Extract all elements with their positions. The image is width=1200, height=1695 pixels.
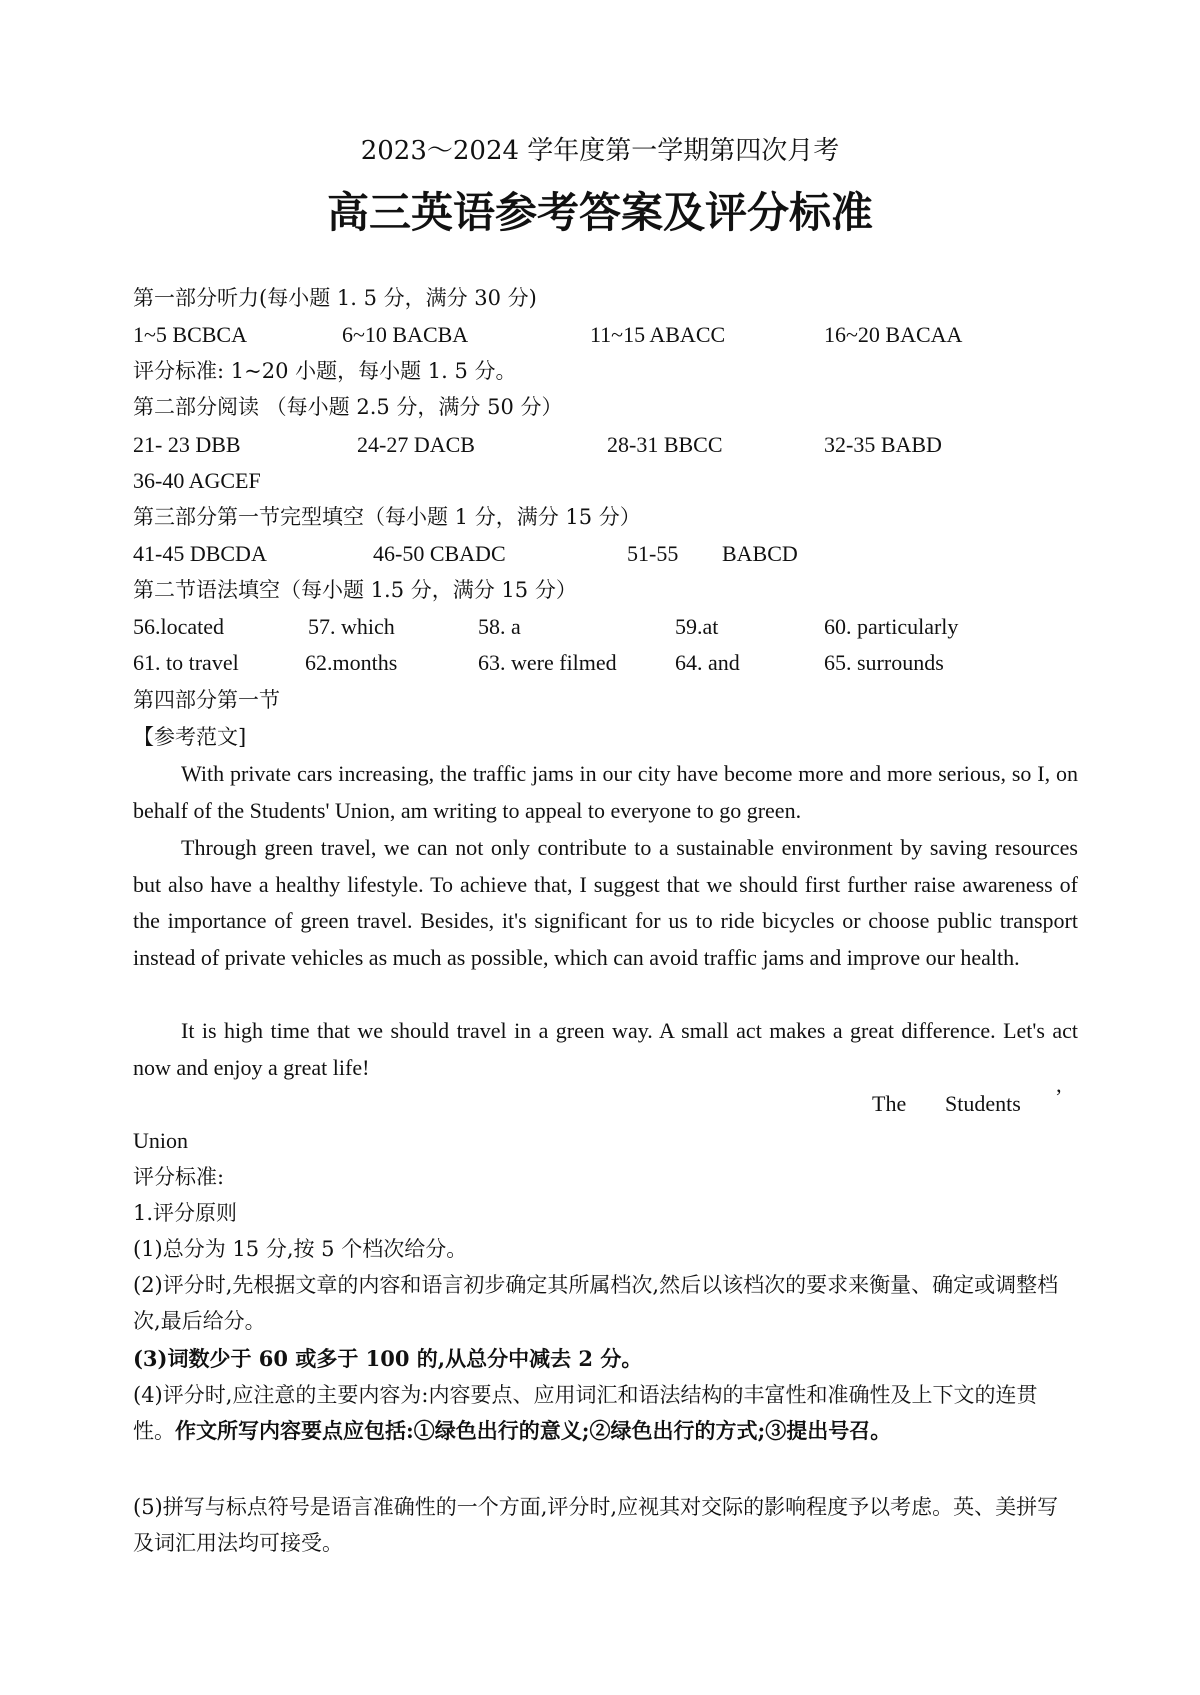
- essay-paragraph: With private cars increasing, the traffic jams in our city have become more and more serious, so I, on behalf of the Students' Union, am writing to appeal to everyone to go green.: [133, 761, 1078, 823]
- grammar-answer: 60. particularly: [824, 614, 959, 639]
- answer-group: 36-40 AGCEF: [133, 468, 261, 493]
- part1-criteria: 评分标准: 1~20 小题，每小题 1. 5 分。: [133, 359, 517, 383]
- answer-group: BABCD: [722, 541, 798, 566]
- answer-group: 24-27 DACB: [357, 432, 475, 457]
- answer-group: 1~5 BCBCA: [133, 322, 247, 347]
- scoring-item-4-text: (4)评分时,应注意的主要内容为:内容要点、应用词汇和语法结构的丰富性和准确性及上下文的连贯性。: [133, 1383, 1038, 1443]
- part4-heading: 第四部分第一节: [133, 688, 280, 712]
- answer-group: 21- 23 DBB: [133, 432, 241, 457]
- essay-paragraph: Through green travel, we can not only contribute to a sustainable environment by saving resources but also have a healthy lifestyle. To achieve that, I suggest that we should first further raise awareness of the importance of green travel. Besides, it's significant for us to ride bicycles or choose public transport instead of private vehicles as much as possible, which can avoid traffic jams and improve our health.: [133, 835, 1078, 970]
- scoring-principles-heading: 1.评分原则: [133, 1201, 238, 1225]
- page-title: 高三英语参考答案及评分标准: [326, 188, 873, 237]
- signature-apostrophe: ’: [1055, 1084, 1063, 1109]
- grammar-answer: 61. to travel: [133, 650, 239, 675]
- part1-heading: 第一部分听力(每小题 1. 5 分，满分 30 分): [133, 286, 537, 310]
- part2-heading: 第二部分阅读 （每小题 2.5 分，满分 50 分）: [133, 395, 563, 419]
- answer-group: 6~10 BACBA: [342, 322, 469, 347]
- grammar-answer: 64. and: [675, 650, 740, 675]
- answer-group: 28-31 BBCC: [607, 432, 723, 457]
- signature-union: Union: [133, 1128, 188, 1153]
- scoring-item-5: (5)拼写与标点符号是语言准确性的一个方面,评分时,应视其对交际的影响程度予以考虑。英、美拼写及词汇用法均可接受。: [133, 1495, 1059, 1555]
- signature-students: Students: [945, 1091, 1021, 1116]
- grammar-answer: 63. were filmed: [478, 650, 617, 675]
- grammar-answer: 57. which: [308, 614, 395, 639]
- answer-group: 32-35 BABD: [824, 432, 942, 457]
- answer-group: 51-55: [627, 541, 679, 566]
- scoring-item-2: (2)评分时,先根据文章的内容和语言初步确定其所属档次,然后以该档次的要求来衡量、确定或调整档次,最后给分。: [133, 1273, 1059, 1333]
- part3-section2-heading: 第二节语法填空（每小题 1.5 分，满分 15 分）: [133, 578, 577, 602]
- answer-group: 46-50 CBADC: [373, 541, 506, 566]
- grammar-answer: 65. surrounds: [824, 650, 944, 675]
- scoring-item-4-key-points: 作文所写内容要点应包括:①绿色出行的意义;②绿色出行的方式;③提出号召。: [175, 1418, 892, 1443]
- answer-group: 11~15 ABACC: [590, 322, 726, 347]
- essay-paragraph: It is high time that we should travel in a green way. A small act makes a great difference. Let's act now and enjoy a great life!: [133, 1018, 1078, 1080]
- exam-subtitle: 2023～2024 学年度第一学期第四次月考: [360, 136, 840, 166]
- grammar-answer: 56.located: [133, 614, 225, 639]
- part3-heading: 第三部分第一节完型填空（每小题 1 分，满分 15 分）: [133, 505, 641, 529]
- scoring-item-4: [133, 1377, 1078, 1449]
- scoring-item-1: (1)总分为 15 分,按 5 个档次给分。: [133, 1237, 468, 1261]
- answer-group: 41-45 DBCDA: [133, 541, 267, 566]
- sample-essay-label: 【参考范文]: [133, 725, 247, 749]
- signature-the: The: [872, 1091, 907, 1116]
- scoring-item-3: (3)词数少于 60 或多于 100 的,从总分中减去 2 分。: [133, 1346, 643, 1371]
- answer-group: 16~20 BACAA: [824, 322, 963, 347]
- grammar-answer: 62.months: [305, 650, 398, 675]
- grammar-answer: 58. a: [478, 614, 521, 639]
- scoring-heading: 评分标准:: [133, 1165, 225, 1189]
- grammar-answer: 59.at: [675, 614, 719, 639]
